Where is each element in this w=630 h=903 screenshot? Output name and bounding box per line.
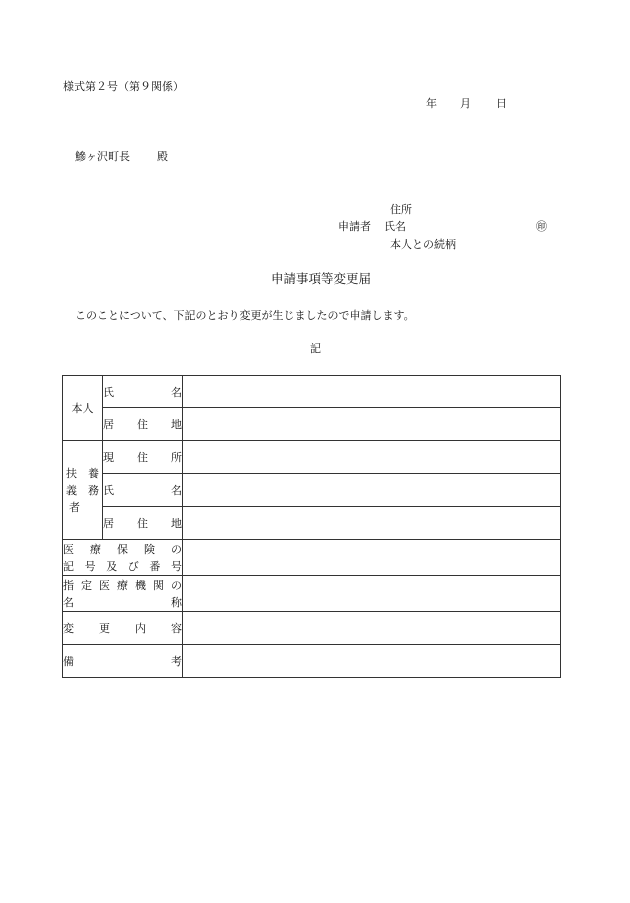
remarks-field[interactable] — [183, 645, 561, 678]
henko-naiyo-label: 変 更 内 容 — [63, 612, 183, 645]
fuyo-residence-field[interactable] — [183, 507, 561, 540]
document-title: 申請事項等変更届 — [271, 271, 372, 286]
addressee-honorific: 殿 — [157, 150, 168, 163]
fuyo-shimei-label: 氏 名 — [103, 474, 183, 507]
application-table — [62, 375, 561, 678]
shimei-label: 氏 名 — [103, 376, 183, 408]
ki-heading: 記 — [310, 342, 321, 355]
shitei-iryo-kikan-label: 指 定 医 療 機 関 の 名 称 — [63, 576, 183, 612]
fuyo-name-field[interactable] — [183, 474, 561, 507]
body-text: このことについて、下記のとおり変更が生じましたので申請します。 — [75, 309, 415, 322]
kyojuchi-label: 居 住 地 — [103, 408, 183, 441]
honnin-name-field[interactable] — [183, 376, 561, 408]
biko-label: 備 考 — [63, 645, 183, 678]
date-year-label: 年 — [426, 97, 437, 110]
seal-mark: ㊞ — [536, 220, 547, 233]
genjusho-label: 現 住 所 — [103, 441, 183, 474]
applicant-address-label: 住所 — [390, 203, 412, 216]
honnin-residence-field[interactable] — [183, 408, 561, 441]
change-details-field[interactable] — [183, 612, 561, 645]
applicant-label: 申請者 — [338, 220, 371, 233]
addressee-mayor: 鰺ヶ沢町長 — [75, 150, 130, 163]
applicant-name-label: 氏名 — [384, 220, 406, 233]
form-number: 様式第２号（第９関係） — [63, 80, 184, 93]
insurance-number-field[interactable] — [183, 540, 561, 576]
applicant-relation-label: 本人との続柄 — [390, 238, 456, 251]
date-month-label: 月 — [460, 97, 471, 110]
fuyo-kyojuchi-label: 居 住 地 — [103, 507, 183, 540]
fuyo-current-address-field[interactable] — [183, 441, 561, 474]
medical-institution-field[interactable] — [183, 576, 561, 612]
date-day-label: 日 — [496, 97, 507, 110]
honnin-group-label — [63, 376, 103, 441]
fuyo-gimusha-group-label: 扶 養 義 務 者 — [63, 441, 103, 540]
honnin-label: 本人 — [71, 402, 94, 415]
iryo-hoken-label: 医 療 保 険 の 記 号 及 び 番 号 — [63, 540, 183, 576]
